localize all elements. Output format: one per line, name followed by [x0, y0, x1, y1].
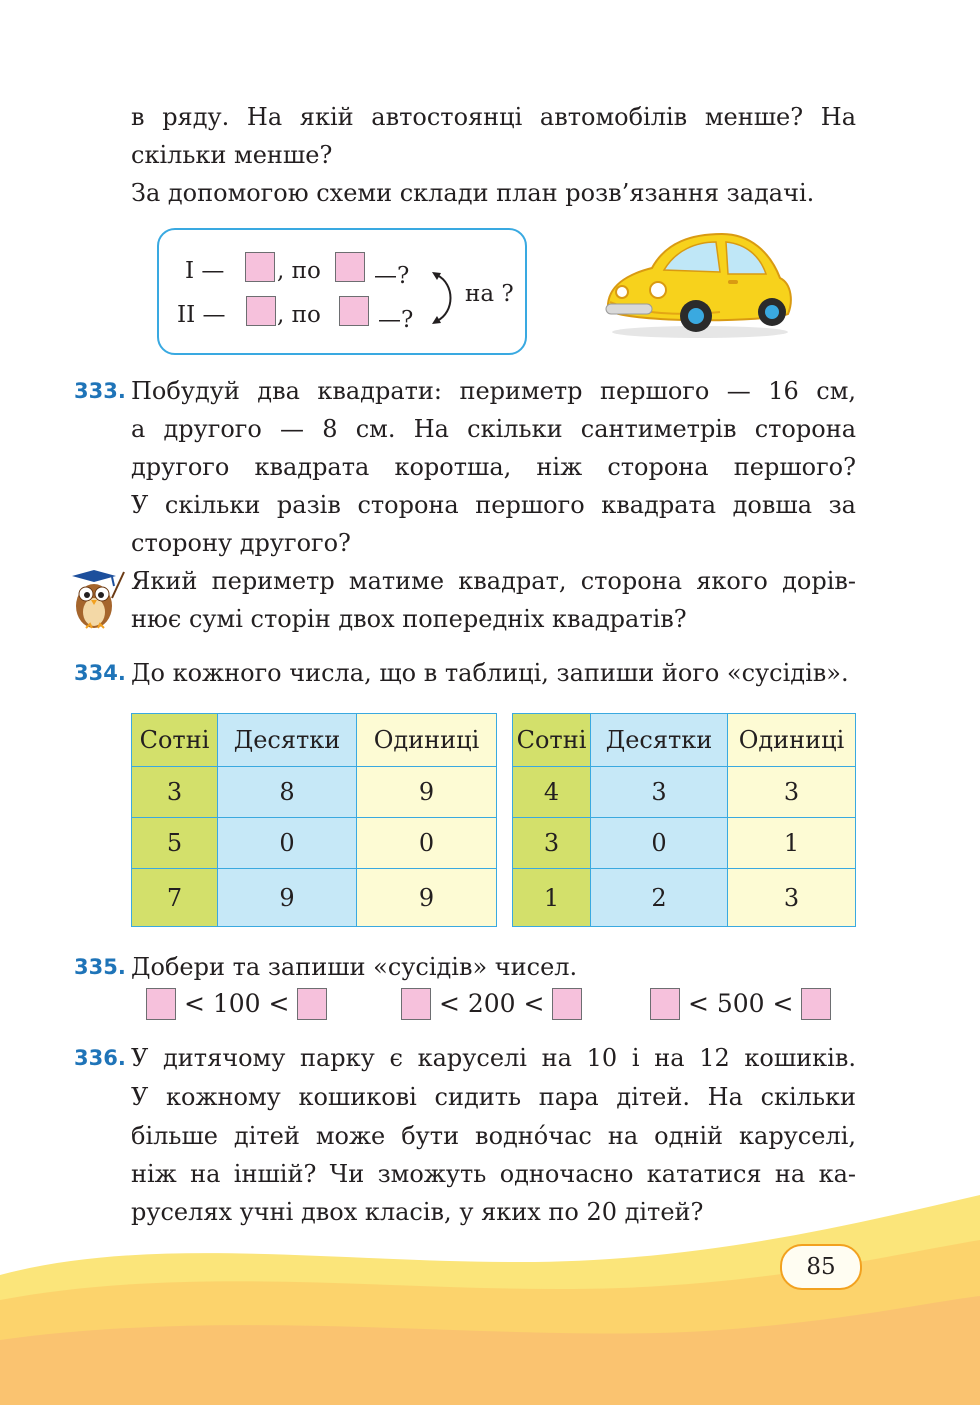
cell-tens: 8 — [218, 767, 357, 818]
inequality-text: < 200 < — [438, 989, 545, 1018]
task-333-line-3: другого квадрата коротша, ніж сторона першого? — [131, 453, 856, 481]
cell-units: 9 — [357, 767, 497, 818]
intro-line-3: За допомогою схеми склади план розв’язання задачі. — [131, 179, 815, 207]
cell-units: 3 — [728, 767, 856, 818]
task-number-334: 334. — [74, 661, 126, 685]
scheme-difference-label: на ? — [465, 281, 514, 307]
answer-box[interactable] — [297, 988, 327, 1020]
header-tens: Десятки — [218, 714, 357, 767]
answer-box[interactable] — [801, 988, 831, 1020]
scheme-po-label: , по — [277, 302, 321, 328]
table-row — [132, 767, 497, 818]
scheme-row1-label: I — — [185, 258, 225, 284]
scheme-box[interactable] — [339, 296, 369, 326]
cell-units: 9 — [357, 869, 497, 927]
solution-scheme — [157, 228, 527, 355]
compare-arrow-icon — [429, 270, 461, 326]
task-336-line-4: ніж на іншій? Чи зможуть одночасно кататися на ка- — [131, 1160, 856, 1188]
table-row — [132, 869, 497, 927]
cell-hundreds: 4 — [513, 767, 591, 818]
answer-box[interactable] — [552, 988, 582, 1020]
intro-line-2: скільки менше? — [131, 141, 333, 169]
cell-tens: 0 — [591, 818, 728, 869]
task-335-text: Добери та запиши «сусідів» чисел. — [131, 953, 578, 981]
task-number-336: 336. — [74, 1046, 126, 1070]
neighbors-inequality-3 — [650, 985, 831, 1023]
scheme-box[interactable] — [245, 252, 275, 282]
cell-hundreds: 1 — [513, 869, 591, 927]
yellow-car-illustration — [600, 228, 795, 340]
cell-hundreds: 5 — [132, 818, 218, 869]
task-number-335: 335. — [74, 955, 126, 979]
cell-tens: 3 — [591, 767, 728, 818]
owl-teacher-icon — [62, 566, 126, 632]
cell-tens: 0 — [218, 818, 357, 869]
table-row — [513, 869, 856, 927]
task-336-line-1: У дитячому парку є каруселі на 10 і на 12 кошиків. — [131, 1044, 856, 1072]
scheme-question: —? — [378, 307, 414, 333]
table-row — [132, 818, 497, 869]
task-number-333: 333. — [74, 379, 126, 403]
task-336-line-2: У кожному кошикові сидить пара дітей. На скільки — [131, 1083, 856, 1111]
scheme-question: —? — [374, 263, 410, 289]
task-336-line-3: більше дітей може бути водно́час на одній каруселі, — [131, 1122, 856, 1150]
inequality-text: < 100 < — [183, 989, 290, 1018]
task-333-extra-line-2: нює сумі сторін двох попередніх квадратів? — [131, 605, 687, 633]
page-number-badge: 85 — [780, 1244, 862, 1290]
cell-tens: 9 — [218, 869, 357, 927]
task-333-extra-line-1: Який периметр матиме квадрат, сторона якого дорів- — [131, 567, 856, 595]
cell-hundreds: 3 — [513, 818, 591, 869]
task-333-line-5: сторону другого? — [131, 529, 351, 557]
header-units: Одиниці — [728, 714, 856, 767]
neighbors-inequality-2 — [401, 985, 582, 1023]
cell-units: 1 — [728, 818, 856, 869]
intro-line-1: в ряду. На якій автостоянці автомобілів менше? На — [131, 103, 856, 131]
cell-tens: 2 — [591, 869, 728, 927]
task-336-line-5: руселях учні двох класів, у яких по 20 дітей? — [131, 1198, 704, 1226]
cell-units: 0 — [357, 818, 497, 869]
inequality-text: < 500 < — [687, 989, 794, 1018]
header-tens: Десятки — [591, 714, 728, 767]
table-row — [513, 767, 856, 818]
answer-box[interactable] — [146, 988, 176, 1020]
header-hundreds: Сотні — [132, 714, 218, 767]
task-334-text: До кожного числа, що в таблиці, запиши його «сусідів». — [131, 659, 849, 687]
cell-hundreds: 3 — [132, 767, 218, 818]
cell-hundreds: 7 — [132, 869, 218, 927]
neighbors-inequality-1 — [146, 985, 327, 1023]
task-333-line-1: Побудуй два квадрати: периметр першого — 16 см, — [131, 377, 856, 405]
header-hundreds: Сотні — [513, 714, 591, 767]
task-333-line-2: а другого — 8 см. На скільки сантиметрів сторона — [131, 415, 856, 443]
digits-table-2 — [512, 713, 856, 927]
scheme-po-label: , по — [277, 258, 321, 284]
scheme-box[interactable] — [246, 296, 276, 326]
scheme-box[interactable] — [335, 252, 365, 282]
task-333-line-4: У скільки разів сторона першого квадрата довша за — [131, 491, 856, 519]
answer-box[interactable] — [650, 988, 680, 1020]
header-units: Одиниці — [357, 714, 497, 767]
answer-box[interactable] — [401, 988, 431, 1020]
cell-units: 3 — [728, 869, 856, 927]
digits-table-1 — [131, 713, 497, 927]
scheme-row2-label: II — — [177, 302, 226, 328]
table-row — [513, 818, 856, 869]
